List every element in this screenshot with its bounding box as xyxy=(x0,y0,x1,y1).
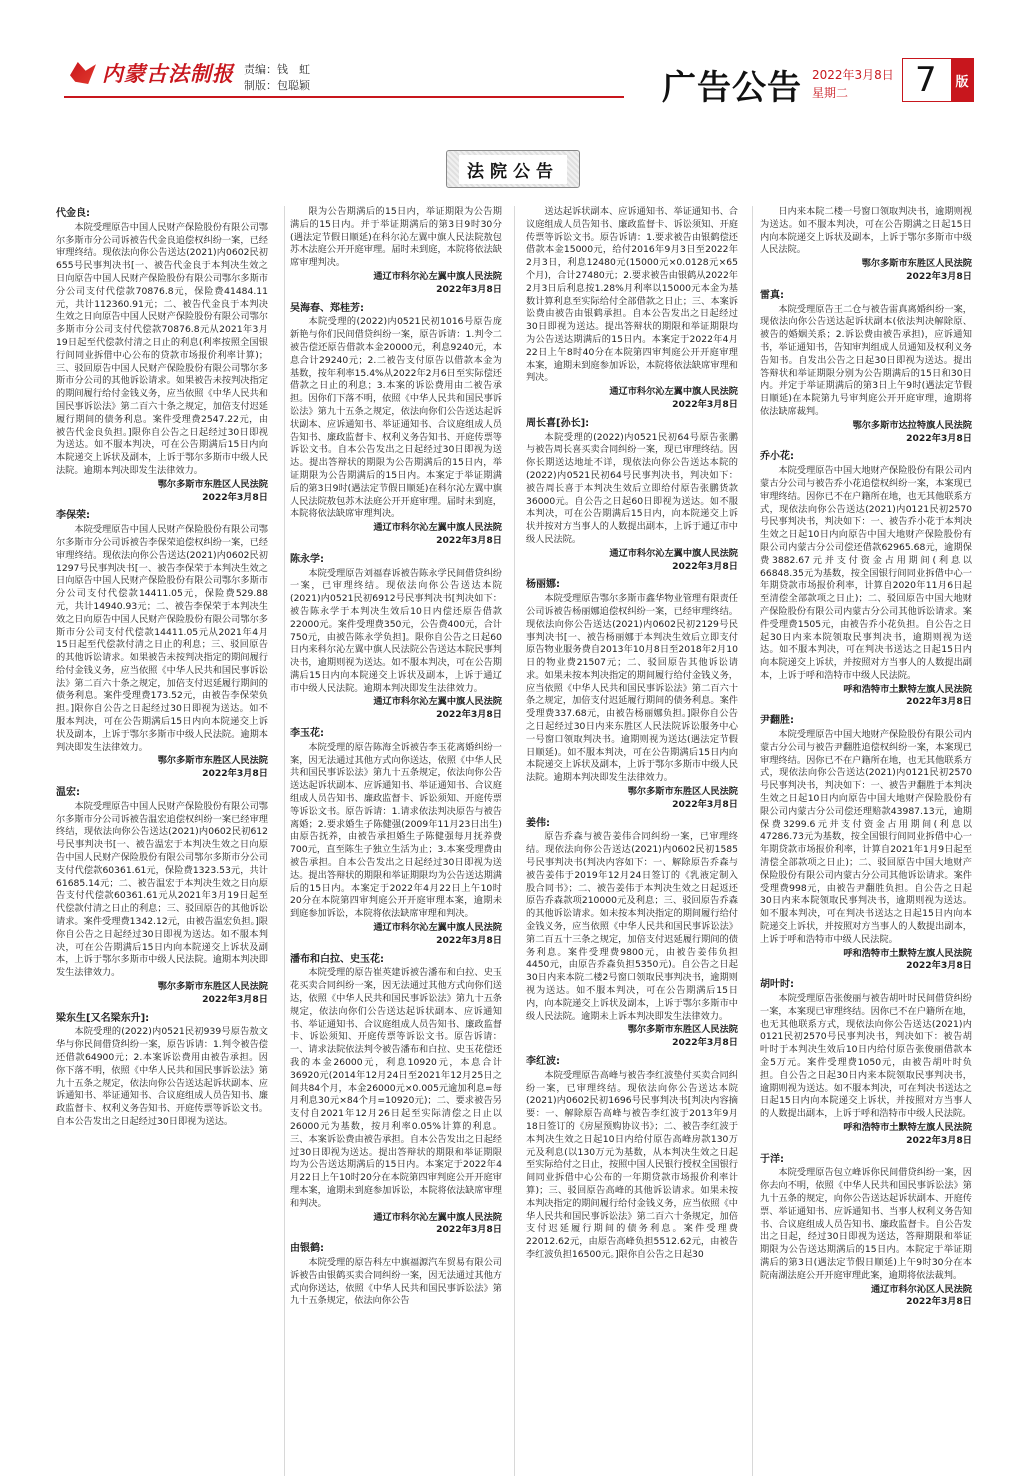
notice-date: 2022年3月8日 xyxy=(906,960,972,972)
notice-body: 本院受理原告中国人民财产保险股份有限公司鄂尔多斯市分公司诉被告李保荣追偿权纠纷一案，已经审理终结。现依法向你公告送达(2021)内0602民初1297号民事判决书[一、被告李保荣于本判决生效之日向原告中国人民财产保险股份有限公司鄂尔多斯市分公司支付代偿款14411.05元，保险费529.88元，共计14940.93元；二、被告李保荣于本判决生效之日向原告中国人民财产保险股份有限公司鄂尔多斯市分公司支付代偿款14411.05元从2021年4月15日起至代偿款付清之日止的利息；三、驳回原告的其他诉讼请求。如果被告未按判决指定的期间履行给付金钱义务，应当依照《中华人民共和国民事诉讼法》第二百六十条之规定，加倍支付迟延履行期间的债务利息。案件受理费173.52元，由被告李保荣负担。]限你自公告之日起经过30日即视为送达。如不服本判决，可在公告期满后15日内向本院递交上诉状及副本，上诉于鄂尔多斯市中级人民法院。逾期本判决即发生法律效力。 xyxy=(56,524,268,753)
notice-court: 呼和浩特市土默特左旗人民法院 xyxy=(843,947,972,959)
column-4 xyxy=(760,206,972,1476)
notice-addressee: 胡叶时: xyxy=(760,979,794,991)
court-notice xyxy=(290,728,502,948)
notice-date: 2022年3月8日 xyxy=(672,398,738,410)
column-3 xyxy=(526,206,738,1476)
court-notice xyxy=(760,206,972,284)
notice-court: 鄂尔多斯市东胜区人民法院 xyxy=(861,258,972,270)
masthead xyxy=(0,0,1024,110)
notice-date: 2022年3月8日 xyxy=(436,709,502,721)
notice-date: 2022年3月8日 xyxy=(436,283,502,295)
notice-body: 原告乔森与被告姜伟合同纠纷一案，已审理终结。现依法向你公告送达(2021)内0602民初1585号民事判决书(判决内容如下：一、解除原告乔森与被告姜伟于2019年12月24日签订的《乳液定制入股合同书》；二、被告姜伟于本判决生效之日起返还原告乔森款项210000元及利息；三、驳回原告乔森的其他诉讼请求。如未按本判决指定的期间履行给付金钱义务，应当依照《中华人民共和国民事诉讼法》第二百五十三条之规定，加倍支付迟延履行期间的债务利息。案件受理费9800元，由被告姜伟负担4450元，由原告乔森负担5350元)。自公告之日起30日内来本院二楼2号窗口领取民事判决书，逾期则视为送达。如不服本判决，可在公告期满后15日内，向本院递交上诉状及副本，上诉于鄂尔多斯市中级人民法院。逾期未上诉本判决即发生法律效力。 xyxy=(526,831,738,1022)
column-1 xyxy=(56,206,268,1476)
notice-date: 2022年3月8日 xyxy=(906,432,972,444)
notice-addressee: 杨丽娜: xyxy=(526,579,560,591)
court-notice xyxy=(56,208,268,504)
notice-body: 本院受理的(2022)内0521民初64号原告张鹏与被告周长喜买卖合同纠纷一案，现已审理终结。因你长期送达地址不详，现依法向你公告送达本院的(2022)内0521民初64号民事判决书，判决如下：被告周长喜于本判决生效后立即给付原告张鹏货款36000元。自公告之日起60日即视为送达。如不服本判决，可在公告期满后15日内，向本院递交上诉状并按对方当事人的人数提出副本，上诉于通辽市中级人民法院。 xyxy=(526,431,738,545)
notice-court: 通辽市科尔沁左翼中旗人民法院 xyxy=(373,922,502,934)
notice-body: 本院受理原告中国人民财产保险股份有限公司鄂尔多斯市分公司诉被告代金良追偿权纠纷一案，已经审理终结。现依法向你公告送达(2021)内0602民初655号民事判决书[一、被告代金良于本判决生效之日向原告中国人民财产保险股份有限公司鄂尔多斯市分公司支付代偿款70876.8元，保险费41484.11元，共计112360.91元；二、被告代金良于本判决生效之日向原告中国人民财产保险股份有限公司鄂尔多斯市分公司支付代偿款70876.8元从2021年3月19日起至代偿款付清之日止的利息(利率按照全国银行间同业拆借中心公布的贷款市场报价利率计算)；三、驳回原告中国人民财产保险股份有限公司鄂尔多斯市分公司的其他诉讼请求。如果被告未按判决指定的期间履行给付金钱义务，应当依照《中华人民共和国民事诉讼法》第二百六十条之规定，加倍支付迟延履行期间的债务利息。案件受理费2547.22元，由被告代金良负担。]限你自公告之日起经过30日即视为送达。如不服本判决，可在公告期满后15日内向本院递交上诉状及副本，上诉于鄂尔多斯市中级人民法院。逾期本判决即发生法律效力。 xyxy=(56,221,268,476)
notice-addressee: 温宏: xyxy=(56,787,80,799)
notice-body: 本院受理原告中国大地财产保险股份有限公司内蒙古分公司与被告尹翻胜追偿权纠纷一案，本案现已审理终结。因你已不在户籍所在地，也无其他联系方式，现依法向你公告送达(2021)内0121民初2570号民事判决书，判决如下：一、被告尹翻胜于本判决生效之日起10日内向原告中国大地财产保险股份有限公司内蒙古分公司偿还理赔款43987.13元，逾期保费3299.6元并支付资金占用期间(利息以47286.73元为基数，按全国银行间同业拆借中心一年期贷款市场报价利率，计算自2021年1月9日起至清偿全部款项之日止)；二、驳回原告中国大地财产保险股份有限公司内蒙古分公司其他诉讼请求。案件受理费998元，由被告尹翻胜负担。自公告之日起30日内来本院领取民事判决书，逾期则视为送达。如不服本判决，可在判决书送达之日起15日内向本院递交上诉状，并按照对方当事人的人数提出副本，上诉于呼和浩特市中级人民法院。 xyxy=(760,729,972,945)
notice-addressee: 陈永学: xyxy=(290,553,324,565)
court-notice xyxy=(56,510,268,781)
notice-date: 2022年3月8日 xyxy=(672,798,738,810)
notice-addressee: 潘布和白拉、史玉花: xyxy=(290,953,384,965)
notice-addressee: 由银鹤: xyxy=(290,1243,324,1255)
notice-court: 呼和浩特市土默特左旗人民法院 xyxy=(843,683,972,695)
notice-date: 2022年3月8日 xyxy=(202,768,268,780)
notice-body: 本院受理的原告科左中旗福源汽车贸易有限公司诉被告由银鹤买卖合同纠纷一案，因无法通过其他方式向你送达，依照《中华人民共和国民事诉讼法》第九十五条规定，依法向你公告 xyxy=(290,1256,502,1307)
notice-body: 本院受理的原告陈海全诉被告李玉花离婚纠纷一案，因无法通过其他方式向你送达，依照《中华人民共和国民事诉讼法》第九十五条规定，依法向你公告送达起诉状副本、应诉通知书、举证通知书、合议庭组成人员告知书、廉政监督卡、诉讼须知、开庭传票等诉讼文书。原告诉请：1.请求依法判决原告与被告离婚；2.要求婚生子陈健强(2009年11月23日出生)由原告抚养，由被告承担婚生子陈健强每月抚养费700元，直至陈生子独立生活为止；3.本案受理费由被告承担。自本公告发出之日起经过30日即视为送达。提出答辩状的期限和举证期限均为公告送达期满后的15日内。本案定于2022年4月22日上午10时20分在本院第四审判庭公开开庭审理本案，逾期未到庭参加诉讼，本院将依法缺席审理和判决。 xyxy=(290,741,502,920)
production-line: 制版：包聪颖 xyxy=(244,79,310,92)
notice-court: 鄂尔多斯市达拉特旗人民法院 xyxy=(852,419,972,431)
court-notice xyxy=(760,290,972,446)
editor-line: 责编：钱 虹 xyxy=(244,63,310,76)
notice-body: 本院受理的原告崔英建诉被告潘布和白拉、史玉花买卖合同纠纷一案，因无法通过其他方式向你们送达，依照《中华人民共和国民事诉讼法》第九十五条规定，依法向你们公告送达起诉状副本、应诉通知书、举证通知书、合议庭组成人员告知书、廉政监督卡、诉讼须知、开庭传票等诉讼文书。原告诉请：一、请求法院依法判令被告潘布和白拉、史玉花偿还我的本金26000元，利息10920元，本息合计36920元(2014年12月24日至2021年12月25日之间共84个月，本金26000元×0.005元逾加利息=每月利息30元×84个月=10920元)；二、要求被告另支付自2021年12月26日起至实际清偿之日止以26000元为基数，按月利率0.05%计算的利息。三、本案诉讼费由被告承担。自本公告发出之日起经过30日即视为送达。提出答辩状的期限和举证期限均为公告送达期满后的15日内。本案定于2022年4月22日上午10时20分在本院第四审判庭公开开庭审理本案，逾期未到庭参加诉讼，本院将依法缺席审理和判决。 xyxy=(290,967,502,1209)
section-title: 广告公告 xyxy=(662,68,802,108)
notice-court: 通辽市科尔沁左翼中旗人民法院 xyxy=(373,1211,502,1223)
court-notice xyxy=(526,418,738,574)
court-notice xyxy=(760,715,972,973)
notice-court: 鄂尔多斯市东胜区人民法院 xyxy=(627,786,738,798)
notice-date: 2022年3月8日 xyxy=(906,270,972,282)
notice-date: 2022年3月8日 xyxy=(436,934,502,946)
court-notice xyxy=(526,818,738,1050)
notice-court: 鄂尔多斯市东胜区人民法院 xyxy=(157,755,268,767)
notice-body: 日内来本院二楼一号窗口领取判决书，逾期则视为送达。如不服本判决，可在公告期满之日起15日内向本院递交上诉状及副本，上诉于鄂尔多斯市中级人民法院。 xyxy=(760,206,972,256)
masthead-rule xyxy=(64,96,624,98)
notice-addressee: 尹翻胜: xyxy=(760,715,794,727)
notice-court: 鄂尔多斯市东胜区人民法院 xyxy=(157,981,268,993)
court-notice xyxy=(290,554,502,722)
court-notice xyxy=(56,1013,268,1129)
page-suffix: 版 xyxy=(951,59,973,101)
notice-body: 本院受理原告中国大地财产保险股份有限公司内蒙古分公司与被告乔小花追偿权纠纷一案，本案现已审理终结。因你已不在户籍所在地，也无其他联系方式，现依法向你公告送达(2021)内0121民初2570号民事判决书，判决如下：一、被告乔小花于本判决生效之日起10日内向原告中国大地财产保险股份有限公司内蒙古分公司偿还借款62965.68元，逾期保费3882.67元并支付资金占用期间(利息以66848.35元为基数，按全国银行间同业拆借中心一年期贷款市场报价利率，计算自2020年11月6日起至清偿全部款项之日止)；二、驳回原告中国大地财产保险股份有限公司内蒙古分公司其他诉讼请求。案件受理费1505元，由被告乔小花负担。自公告之日起30日内来本院领取民事判决书，逾期则视为送达。如不服本判决，可在判决书送达之日起15日内向本院递交上诉状，并按照对方当事人的人数提出副本，上诉于呼和浩特市中级人民法院。 xyxy=(760,465,972,681)
notice-body: 本院受理原告王二仓与被告雷真离婚纠纷一案，现依法向你公告送达起诉状副本(依法判决解除原、被告的婚姻关系；2.诉讼费由被告承担)，应诉通知书，举证通知书，告知审判组成人员通知及权利义务告知书。自发出公告之日起30日即视为送达。提出答辩状和举证期限分别为公告期满后的15日和30日内。并定于举证期满后的第3日上午9时(遇法定节假日顺延)在本院第九号审判庭公开开庭审理，逾期将依法缺席裁判。 xyxy=(760,303,972,417)
notice-addressee: 乔小花: xyxy=(760,451,794,463)
court-notice xyxy=(290,954,502,1238)
notice-court: 通辽市科尔沁左翼中旗人民法院 xyxy=(609,547,738,559)
newspaper-logo xyxy=(70,58,234,88)
notice-date: 2022年3月8日 xyxy=(436,1224,502,1236)
issue-date: 2022年3月8日 xyxy=(812,68,894,82)
notice-court: 通辽市科尔沁左翼中旗人民法院 xyxy=(373,270,502,282)
column-2 xyxy=(290,206,502,1476)
notice-body: 送达起诉状副本、应诉通知书、举证通知书、合议庭组成人员告知书、廉政监督卡、诉讼须知、开庭传票等诉讼文书。原告诉请：1.要求被告由银鹤偿还借款本金15000元，给付2016年9月3日至2022年2月3日，利息12480元(15000元×0.0128元×65个月)，合计27480元；2.要求被告由银鹤从2022年2月3日后利息按1.28%月利率以15000元本金为基数计算利息至实际给付全部借款之日止；三、本案诉讼费由被告由银鹤承担。自本公告发出之日起经过30日即视为送达。提出答辩状的期限和举证期限均为公告送达期满后的15日内。本案定于2022年4月22日上午8时40分在本院第四审判庭公开开庭审理本案，逾期未到庭参加诉讼，本院将依法缺席审理和判决。 xyxy=(526,206,738,384)
notice-columns xyxy=(56,206,974,1476)
notice-body: 本院受理原告中国人民财产保险股份有限公司鄂尔多斯市分公司诉被告温宏追偿权纠纷一案已经审理终结，现依法向你公告送达(2021)内0602民初612号民事判决书[一、被告温宏于本判决生效之日向原告中国人民财产保险股份有限公司鄂尔多斯市分公司支付代偿款60361.61元，保险费1323.53元，共计61685.14元；二、被告温宏于本判决生效之日向原告支付代偿款60361.61元从2021年3月19日起至代偿款付清之日止的利息；三、驳回原告的其他诉讼请求。案件受理费1342.12元，由被告温宏负担。]限你自公告之日起经过30日即视为送达。如不服本判决，可在公告期满后15日内向本院递交上诉状及副本，上诉于鄂尔多斯市中级人民法院。逾期本判决即发生法律效力。 xyxy=(56,800,268,979)
notice-date: 2022年3月8日 xyxy=(202,491,268,503)
notice-date: 2022年3月8日 xyxy=(436,534,502,546)
notice-court: 通辽市科尔沁左翼中旗人民法院 xyxy=(609,386,738,398)
notice-court: 鄂尔多斯市东胜区人民法院 xyxy=(627,1024,738,1036)
notice-body: 本院受理原告张俊丽与被告胡叶时民间借贷纠纷一案，本案现已审理终结。因你已不在户籍所在地，也无其他联系方式，现依法向你公告送达(2021)内0121民初2570号民事判决书，判决如下：被告胡叶时于本判决生效后10日内给付原告张俊丽借款本金5万元。案件受理费1050元，由被告胡叶时负担。自公告之日起30日内来本院领取民事判决书，逾期则视为送达。如不服本判决，可在判决书送达之日起15日内向本院递交上诉状，并按照对方当事人的人数提出副本，上诉于呼和浩特市中级人民法院。 xyxy=(760,993,972,1120)
notice-date: 2022年3月8日 xyxy=(202,993,268,1005)
court-notice xyxy=(760,979,972,1147)
notice-date: 2022年3月8日 xyxy=(906,696,972,708)
court-notice xyxy=(526,1056,738,1262)
notice-date: 2022年3月8日 xyxy=(906,1296,972,1308)
notice-body: 本院受理原告刘福春诉被告陈永学民间借贷纠纷一案，已审理终结。现依法向你公告送达本院(2021)内0521民初6912号民事判决书[判决如下：被告陈永学于本判决生效后10日内偿还原告借款22000元。案件受理费350元，公告费400元，合计750元，由被告陈永学负担]。限你自公告之日起60日内来科尔沁左翼中旗人民法院公告送达本院民事判决书，逾期则视为送达。如不服本判决，可在公告期满后15日内向本院递交上诉状及副本，上诉于通辽市中级人民法院。逾期本判决即发生法律效力。 xyxy=(290,567,502,694)
notice-addressee: 梁东生[又名梁东升]: xyxy=(56,1012,150,1024)
page-number-box xyxy=(902,58,974,102)
notice-addressee: 李红波: xyxy=(526,1056,560,1067)
notice-court: 通辽市科尔沁区人民法院 xyxy=(870,1283,972,1295)
editor-credits xyxy=(244,62,310,94)
logo-mark-icon xyxy=(70,62,96,84)
notice-addressee: 姜伟: xyxy=(526,817,550,829)
notice-addressee: 周长喜[孙长]: xyxy=(526,417,590,429)
notice-body: 本院受理的(2022)内0521民初1016号原告庞新艳与你们民间借贷纠纷一案，原告诉请：1.判令二被告偿还原告借款本金20000元，利息9240元，本息合计29240元；2.二被告支付原告以借款本金为基数，按年利率15.4%从2022年2月6日至实际偿还借款之日止的利息；3.本案的诉讼费用由二被告承担。因你们下落不明，依照《中华人民共和国民事诉讼法》第九十五条之规定，依法向你们公告送达起诉状副本、应诉通知书、举证通知书、合议庭组成人员告知书、廉政监督卡、权利义务告知书、开庭传票等诉讼文书。自本公告发出之日起经过30日即视为送达。提出答辩状的期限为公告期满后的15日内，举证期限为公告期满后的15日内。本案定于举证期满后的第3日9时(遇法定节假日顺延)在科尔沁左翼中旗人民法院敖包苏木法庭公开开庭审理。届时未到庭，本院将依法缺席审理判决。 xyxy=(290,316,502,520)
court-notice xyxy=(56,787,268,1007)
court-notice xyxy=(290,303,502,548)
notice-body: 本院受理原告鄂尔多斯市鑫华物业管理有限责任公司诉被告杨丽娜追偿权纠纷一案，已经审理终结。现依法向你公告送达(2021)内0602民初2129号民事判决书[一、被告杨丽娜于本判决生效后立即支付原告物业服务费自2013年10月8日至2018年2月10日的物业费21507元；二、驳回原告其他诉讼请求。如果未按本判决指定的期间履行给付金钱义务，应当依照《中华人民共和国民事诉讼法》第二百六十条之规定，加倍支付迟延履行期间的债务利息。案件受理费337.68元，由被告杨丽娜负担。]限你自公告之日起经过30日内来东胜区人民法院诉讼服务中心一号窗口领取判决书。逾期则视为送达(遇法定节假日顺延)。如不服本判决，可在公告期满后15日内向本院递交上诉状及副本，上诉于鄂尔多斯市中级人民法院。逾期本判决即发生法律效力。 xyxy=(526,593,738,784)
notice-body: 本院受理的(2022)内0521民初939号原告敖文华与你民间借贷纠纷一案，原告诉请：1.判令被告偿还借款64900元；2.本案诉讼费用由被告承担。因你下落不明，依照《中华人民共和国民事诉讼法》第九十五条之规定，依法向你公告送达起诉状副本、应诉通知书、举证通知书、合议庭组成人员告知书、廉政监督卡、权利义务告知书、开庭传票等诉讼文书。自本公告发出之日起经过30日即视为送达。 xyxy=(56,1026,268,1127)
court-notice-banner xyxy=(446,150,580,188)
page-number: 7 xyxy=(915,60,937,100)
notice-addressee: 吴海春、郑桂芳: xyxy=(290,302,364,314)
court-notice xyxy=(526,206,738,412)
notice-addressee: 代金良: xyxy=(56,208,90,219)
notice-court: 通辽市科尔沁左翼中旗人民法院 xyxy=(373,522,502,534)
court-notice xyxy=(760,1154,972,1310)
notice-date: 2022年3月8日 xyxy=(672,1037,738,1049)
notice-court: 鄂尔多斯市东胜区人民法院 xyxy=(157,478,268,490)
issue-date-block xyxy=(812,66,894,102)
notice-addressee: 李保荣: xyxy=(56,510,90,522)
court-notice xyxy=(290,1243,502,1308)
notice-date: 2022年3月8日 xyxy=(672,560,738,572)
notice-addressee: 李玉花: xyxy=(290,728,324,740)
notice-addressee: 于洋: xyxy=(760,1153,784,1165)
notice-court: 通辽市科尔沁左翼中旗人民法院 xyxy=(373,696,502,708)
notice-body: 本院受理原告包立峰诉你民间借贷纠纷一案，因你去向不明，依照《中华人民共和国民事诉讼法》第九十五条的规定，向你公告送达起诉状副本、开庭传票、举证通知书、应诉通知书、当事人权利义务告知书、合议庭组成人员告知书、廉政监督卡。自公告发出之日起，经过30日即视为送达，答辩期限和举证期限为公告送达期满后的15日内。本院定于举证期满后的第3日(遇法定节假日顺延)上午9时30分在本院南湖法庭公开开庭审理此案，逾期将依法裁判。 xyxy=(760,1167,972,1281)
court-notice xyxy=(290,206,502,297)
banner-title: 法院公告 xyxy=(459,155,567,184)
notice-addressee: 雷真: xyxy=(760,289,784,301)
issue-weekday: 星期二 xyxy=(812,86,849,100)
notice-date: 2022年3月8日 xyxy=(906,1134,972,1146)
notice-body: 本院受理原告高峰与被告李红波垫付买卖合同纠纷一案，已审理终结。现依法向你公告送达本院(2021)内0602民初1696号民事判决书[判决内容摘要：一、解除原告高峰与被告李红波于2013年9月18日签订的《房屋预购协议书》；二、被告李红波于本判决生效之日起10日内给付原告高峰房款130万元及利息(以130万元为基数，从本判决生效之日起至实际给付之日止，按照中国人民银行授权全国银行间同业拆借中心公布的一年期贷款市场报价利率计算)；三、驳回原告高峰的其他诉讼请求。如果未按本判决指定的期间履行给付金钱义务，应当依照《中华人民共和国民事诉讼法》第二百六十条规定，加倍支付迟延履行期间的债务利息。案件受理费22012.62元，由原告高峰负担5512.62元，由被告李红波负担16500元。]限你自公告之日起30 xyxy=(526,1069,738,1260)
notice-body: 限为公告期满后的15日内，举证期限为公告期满后的15日内。并于举证期满后的第3日9时30分(遇法定节假日顺延)在科尔沁左翼中旗人民法院敖包苏木法庭公开开庭审理。届时未到庭，本院将依法缺席审理判决。 xyxy=(290,206,502,269)
court-notice xyxy=(760,451,972,709)
notice-court: 呼和浩特市土默特左旗人民法院 xyxy=(843,1121,972,1133)
logo-text: 内蒙古法制报 xyxy=(102,61,234,86)
court-notice xyxy=(526,579,738,811)
